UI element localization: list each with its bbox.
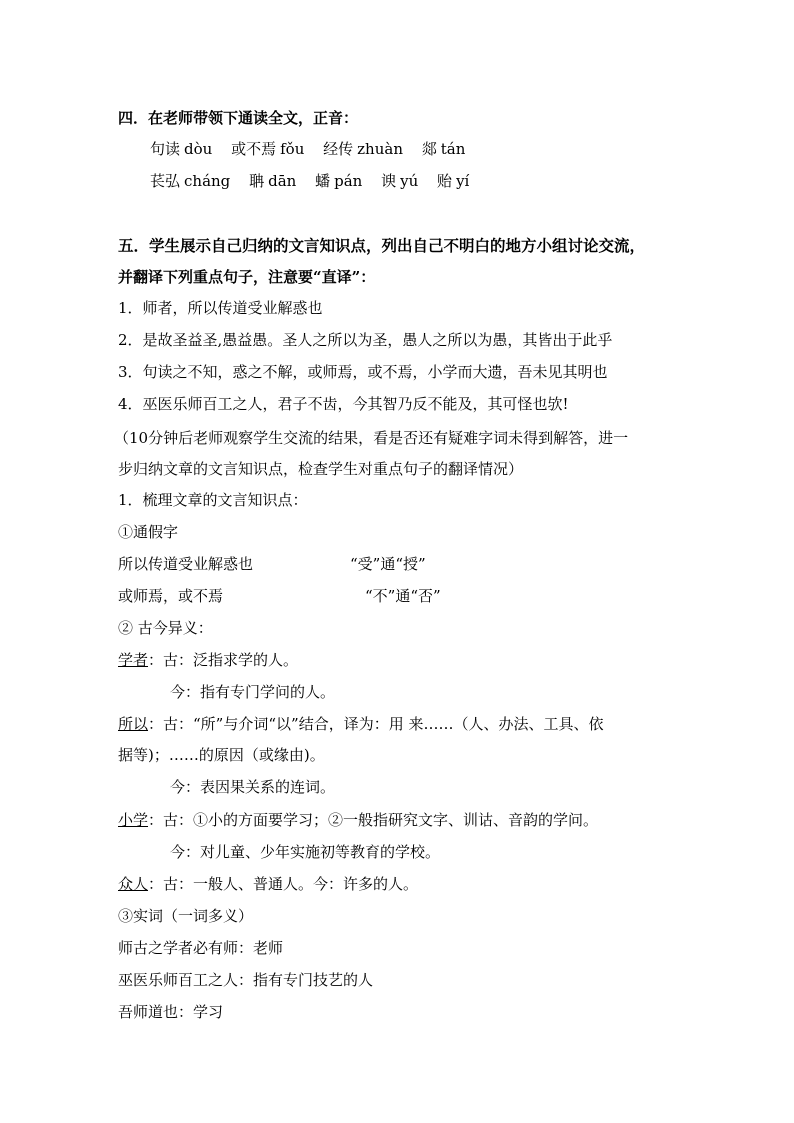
tongjia-note: “受”通“授”: [350, 555, 426, 573]
pinyin-reading: dān: [268, 172, 297, 190]
pinyin-word: 句读: [150, 140, 181, 158]
pinyin-row-1: [150, 139, 710, 159]
sentence-item: 4．巫医乐师百工之人，君子不齿，今其智乃反不能及，其可怪也欤!: [118, 395, 569, 413]
gujin-entry-xuezhe: [118, 650, 678, 670]
pinyin-item: [249, 172, 296, 190]
gujin-modern: 今：对儿童、少年实施初等教育的学校。: [170, 843, 441, 861]
pinyin-word: 郯: [421, 140, 437, 158]
pinyin-item: [437, 172, 469, 190]
gujin-entry-xiaoxue: [118, 810, 678, 830]
gujin-ancient-cont: 据等)；……的原因（或缘由)。: [118, 746, 325, 764]
shici-title: ③实词（一词多义）: [118, 907, 254, 925]
pinyin-reading: yú: [400, 172, 419, 190]
gujin-ancient: ：古：“所”与介词“以”结合，译为：用 来……（人、办法、工具、依: [148, 715, 604, 733]
gujin-term: 众人: [118, 875, 149, 893]
pinyin-reading: yí: [456, 172, 470, 190]
sentence-item: 3．句读之不知，惑之不解，或师焉，或不焉，小学而大遗，吾未见其明也: [118, 363, 608, 381]
pinyin-item: [315, 172, 362, 190]
section5-title-line2: 并翻译下列重点句子，注意要“直译”：: [118, 268, 376, 286]
pinyin-item: [422, 140, 466, 158]
shici-item: 师古之学者必有师：老师: [118, 939, 284, 957]
sentence-item: 1．师者，所以传道受业解惑也: [118, 299, 323, 317]
gujin-term: 小学: [118, 811, 149, 829]
section5-title-line1: 五．学生展示自己归纳的文言知识点，列出自己不明白的地方小组讨论交流，: [118, 236, 646, 255]
gujin-term: 学者: [118, 651, 149, 669]
pinyin-item: [150, 172, 230, 190]
pinyin-reading: cháng: [184, 172, 231, 190]
gujin-title: ② 古今异义：: [118, 619, 213, 637]
gujin-ancient: ：古：泛指求学的人。: [148, 651, 299, 669]
gujin-term: 所以: [118, 715, 149, 733]
pinyin-word: 经传: [323, 140, 354, 158]
tongjia-sentence: 所以传道受业解惑也: [118, 555, 254, 573]
pinyin-reading: pán: [334, 172, 363, 190]
section4-title: 四．在老师带领下通读全文，正音：: [118, 109, 359, 127]
gujin-entry-suoyi: [118, 714, 678, 734]
pinyin-item: [150, 140, 212, 158]
tongjia-title: ①通假字: [118, 523, 179, 541]
pinyin-reading: fǒu: [280, 140, 305, 158]
shici-item: 吾师道也：学习: [118, 1003, 224, 1021]
tongjia-row: [118, 586, 678, 606]
gujin-ancient: ：古：①小的方面要学习；②一般指研究文字、训诂、音韵的学问。: [148, 811, 599, 829]
tongjia-row: [118, 554, 678, 574]
pinyin-word: 蟠: [315, 172, 331, 190]
pinyin-word: 聃: [249, 172, 265, 190]
tongjia-sentence: 或师焉，或不焉: [118, 587, 224, 605]
gujin-modern: 今：指有专门学问的人。: [170, 683, 336, 701]
pinyin-row-2: [150, 171, 710, 191]
pinyin-item: [381, 172, 418, 190]
teacher-note-line2: 步归纳文章的文言知识点，检查学生对重点句子的翻译情况）: [118, 460, 524, 478]
pinyin-word: 或不焉: [231, 140, 277, 158]
teacher-note-line1: （10分钟后老师观察学生交流的结果，看是否还有疑难字词未得到解答，进一: [114, 429, 629, 447]
gujin-ancient: ：古：一般人、普通人。今：许多的人。: [148, 875, 419, 893]
pinyin-reading: zhuàn: [357, 140, 403, 158]
tongjia-note: “不”通“否”: [365, 587, 441, 605]
pinyin-item: [231, 140, 304, 158]
pinyin-word: 谀: [381, 172, 397, 190]
pinyin-word: 贻: [437, 172, 453, 190]
pinyin-item: [323, 140, 403, 158]
gujin-entry-zhongren: [118, 874, 678, 894]
pinyin-word: 苌弘: [150, 172, 181, 190]
shici-item: 巫医乐师百工之人：指有专门技艺的人: [118, 971, 374, 989]
pinyin-reading: dòu: [184, 140, 213, 158]
pinyin-reading: tán: [440, 140, 466, 158]
subsection-title: 1．梳理文章的文言知识点：: [118, 491, 308, 509]
sentence-item: 2．是故圣益圣,愚益愚。圣人之所以为圣，愚人之所以为愚，其皆出于此乎: [118, 331, 613, 349]
gujin-modern: 今：表因果关系的连词。: [170, 778, 336, 796]
